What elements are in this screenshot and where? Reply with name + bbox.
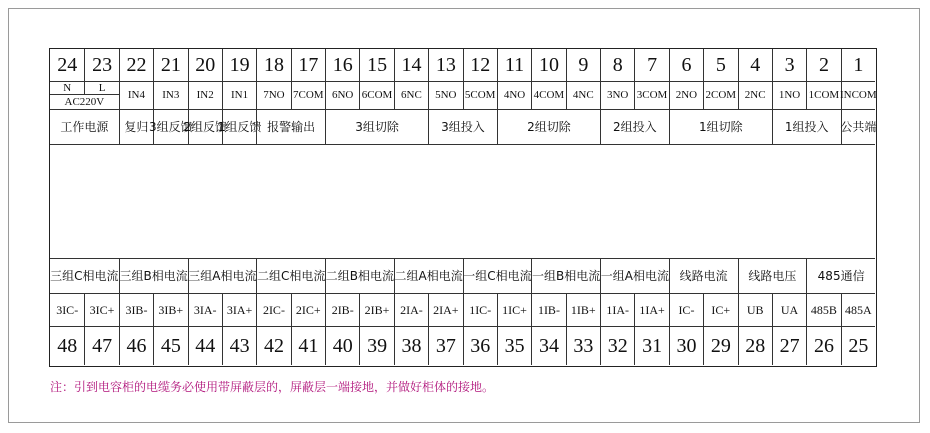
terminal-number: 2	[806, 49, 840, 82]
terminal-label: 6NO	[325, 82, 359, 110]
terminal-number: 44	[188, 327, 222, 365]
terminal-label: 4NO	[497, 82, 531, 110]
terminal-number: 17	[291, 49, 325, 82]
terminal-label: 2IC-	[256, 294, 290, 327]
terminal-label: L	[84, 82, 118, 95]
function-label: 二组B相电流	[325, 258, 394, 294]
terminal-number: 9	[566, 49, 600, 82]
terminal-label: IN3	[153, 82, 187, 110]
function-label: 三组A相电流	[188, 258, 257, 294]
terminal-number: 35	[497, 327, 531, 365]
terminal-number: 12	[463, 49, 497, 82]
function-label: 二组C相电流	[256, 258, 325, 294]
terminal-number: 5	[703, 49, 737, 82]
terminal-label: 485B	[806, 294, 840, 327]
terminal-number: 34	[531, 327, 565, 365]
terminal-number: 14	[394, 49, 428, 82]
terminal-number: 48	[57, 335, 78, 357]
terminal-label: IC-	[669, 294, 703, 327]
terminal-label: INCOM	[841, 82, 875, 110]
terminal-number: 15	[359, 49, 393, 82]
terminal-label: 3IA+	[222, 294, 256, 327]
function-label: 3组反馈	[153, 110, 187, 145]
function-label: 1组反馈	[222, 110, 256, 145]
terminal-number: 45	[153, 327, 187, 365]
function-label: 一组A相电流	[600, 258, 669, 294]
terminal-label: 1IA-	[600, 294, 634, 327]
terminal-label: 3IC+	[84, 294, 118, 327]
terminal-number: 22	[119, 49, 153, 82]
function-label: 线路电压	[738, 258, 807, 294]
terminal-label: 2IB-	[325, 294, 359, 327]
terminal-number: 36	[463, 327, 497, 365]
terminal-label: 1IB-	[531, 294, 565, 327]
terminal-label: 3NO	[600, 82, 634, 110]
terminal-number: 23	[84, 49, 118, 82]
terminal-label: 485A	[841, 294, 875, 327]
terminal-number: 30	[669, 327, 703, 365]
function-label: 2组反馈	[188, 110, 222, 145]
function-label: 复归	[119, 110, 153, 145]
terminal-label: 4COM	[531, 82, 565, 110]
terminal-number: 18	[256, 49, 290, 82]
terminal-label: 2NO	[669, 82, 703, 110]
terminal-number: 16	[325, 49, 359, 82]
function-label: 线路电流	[669, 258, 738, 294]
terminal-number: 6	[669, 49, 703, 82]
terminal-label: 3IA-	[188, 294, 222, 327]
function-label: 一组C相电流	[463, 258, 532, 294]
terminal-label: 2IA+	[428, 294, 462, 327]
terminal-number: 31	[634, 327, 668, 365]
terminal-number: 24	[50, 49, 84, 82]
terminal-number: 4	[738, 49, 772, 82]
function-label: 3组投入	[428, 110, 497, 145]
terminal-label: 1IC-	[463, 294, 497, 327]
terminal-number: 13	[428, 49, 462, 82]
terminal-number: 29	[703, 327, 737, 365]
terminal-number: 41	[291, 327, 325, 365]
terminal-number: 10	[531, 49, 565, 82]
supply-voltage-label: AC220V	[50, 95, 119, 110]
terminal-label: IN1	[222, 82, 256, 110]
function-label: 公共端	[841, 110, 875, 145]
terminal-label: IC+	[703, 294, 737, 327]
terminal-label: 7NO	[256, 82, 290, 110]
function-label: 2组切除	[497, 110, 600, 145]
terminal-label: 7COM	[291, 82, 325, 110]
terminal-label: IN2	[188, 82, 222, 110]
terminal-label: 2IC+	[291, 294, 325, 327]
terminal-number: 32	[600, 327, 634, 365]
function-label: 二组A相电流	[394, 258, 463, 294]
terminal-label: UA	[772, 294, 806, 327]
terminal-label: 5COM	[463, 82, 497, 110]
terminal-number: 26	[806, 327, 840, 365]
terminal-label: 3IC-	[50, 294, 84, 327]
terminal-number: 28	[738, 327, 772, 365]
terminal-number: 27	[772, 327, 806, 365]
function-label: 三组C相电流	[50, 258, 119, 294]
terminal-number: 7	[634, 49, 668, 82]
function-label: 2组投入	[600, 110, 669, 145]
terminal-number: 19	[222, 49, 256, 82]
terminal-label: 2IB+	[359, 294, 393, 327]
terminal-label: 3COM	[634, 82, 668, 110]
terminal-label: IN4	[119, 82, 153, 110]
terminal-label: UB	[738, 294, 772, 327]
terminal-number: 20	[188, 49, 222, 82]
function-label: 3组切除	[325, 110, 428, 145]
terminal-label: 3IB-	[119, 294, 153, 327]
terminal-label: 3IB+	[153, 294, 187, 327]
terminal-label: 1NO	[772, 82, 806, 110]
terminal-label: 2NC	[738, 82, 772, 110]
terminal-number: 11	[497, 49, 531, 82]
terminal-number: 43	[222, 327, 256, 365]
terminal-number: 46	[119, 327, 153, 365]
terminal-label: N	[50, 82, 84, 95]
terminal-label: 2COM	[703, 82, 737, 110]
function-label: 485通信	[806, 258, 875, 294]
terminal-label: 5NO	[428, 82, 462, 110]
function-label: 三组B相电流	[119, 258, 188, 294]
function-label: 报警输出	[256, 110, 325, 145]
terminal-label: 6COM	[359, 82, 393, 110]
terminal-number: 8	[600, 49, 634, 82]
function-label: 工作电源	[50, 110, 119, 145]
terminal-number: 47	[84, 327, 118, 365]
terminal-number: 42	[256, 327, 290, 365]
terminal-label: 1COM	[806, 82, 840, 110]
function-label: 1组投入	[772, 110, 841, 145]
terminal-number: 33	[566, 327, 600, 365]
function-label: 一组B相电流	[531, 258, 600, 294]
terminal-label: 6NC	[394, 82, 428, 110]
terminal-number: 21	[153, 49, 187, 82]
terminal-number: 37	[428, 327, 462, 365]
terminal-number: 25	[841, 327, 875, 365]
terminal-label: 4NC	[566, 82, 600, 110]
terminal-number: 3	[772, 49, 806, 82]
terminal-number: 1	[841, 49, 875, 82]
terminal-label: 1IA+	[634, 294, 668, 327]
terminal-number: 40	[325, 327, 359, 365]
terminal-label: 1IB+	[566, 294, 600, 327]
terminal-label: 1IC+	[497, 294, 531, 327]
terminal-board	[49, 48, 877, 367]
terminal-number: 38	[394, 327, 428, 365]
wiring-note: 注：引到电容柜的电缆务必使用带屏蔽层的，屏蔽层一端接地，并做好柜体的接地。	[50, 380, 495, 394]
terminal-label: 2IA-	[394, 294, 428, 327]
function-label: 1组切除	[669, 110, 772, 145]
terminal-number: 39	[359, 327, 393, 365]
